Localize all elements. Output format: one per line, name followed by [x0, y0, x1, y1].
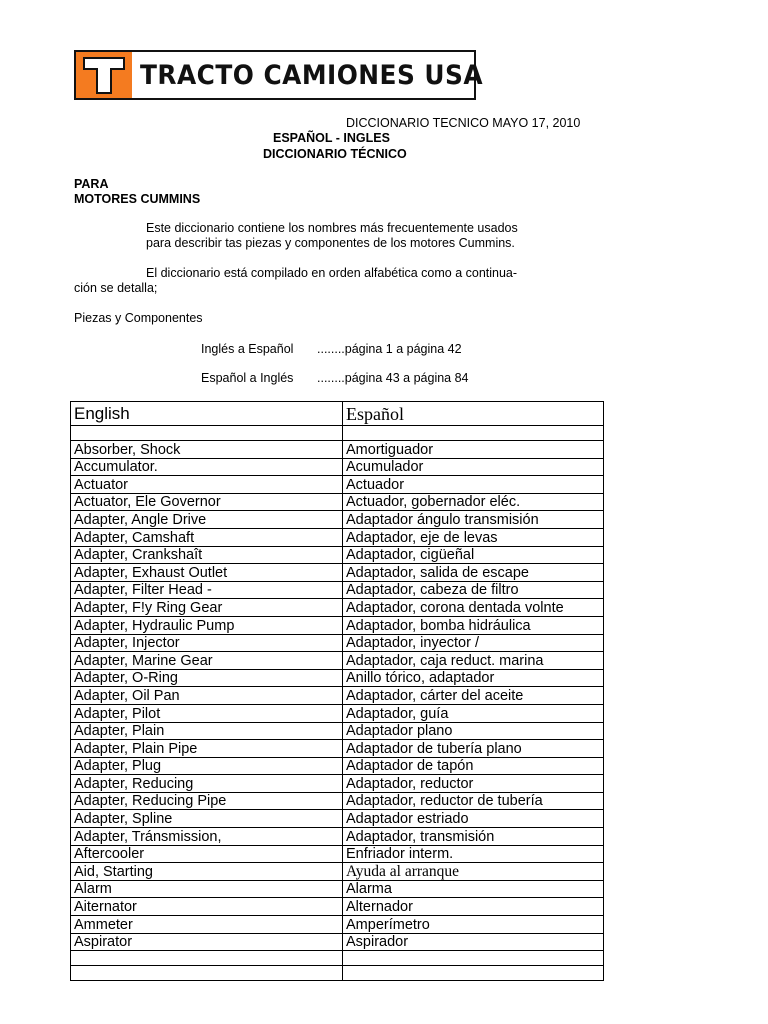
dictionary-table [70, 401, 604, 981]
table-blank-row [71, 951, 604, 966]
english-term: Adapter, Tránsmission, [71, 828, 343, 846]
table-row [71, 669, 604, 687]
english-term: Aspirator [71, 933, 343, 951]
table-row [71, 775, 604, 793]
table-row [71, 792, 604, 810]
logo-text: TRACTO CAMIONES USA [140, 59, 484, 91]
spanish-term: Actuador [343, 476, 604, 494]
english-term: Adapter, Oil Pan [71, 687, 343, 705]
table-row [71, 546, 604, 564]
english-term: Adapter, Angle Drive [71, 511, 343, 529]
language-pair-heading: ESPAÑOL - INGLES [273, 131, 390, 145]
spanish-term: Aspirador [343, 933, 604, 951]
spanish-term: Enfriador interm. [343, 845, 604, 863]
spanish-term: Adaptador, cárter del aceite [343, 687, 604, 705]
intro-paragraph-1b: para describir tas piezas y componentes de los motores Cummins. [146, 236, 515, 250]
table-row [71, 634, 604, 652]
table-row [71, 528, 604, 546]
spanish-term: Alarma [343, 880, 604, 898]
intro-paragraph-2b: ción se detalla; [74, 281, 158, 295]
english-term: Adapter, Camshaft [71, 528, 343, 546]
english-term: Actuator, Ele Governor [71, 493, 343, 511]
table-blank-row [71, 966, 604, 981]
spanish-term: Adaptador, corona dentada volnte [343, 599, 604, 617]
index-2-pages: ........página 43 a página 84 [317, 371, 469, 385]
spanish-term: Acumulador [343, 458, 604, 476]
english-term: Aftercooler [71, 845, 343, 863]
spanish-term: Adaptador, salida de escape [343, 564, 604, 582]
english-term: Accumulator. [71, 458, 343, 476]
document-title: DICCIONARIO TÉCNICO [263, 147, 407, 161]
spanish-term: Adaptador, reductor de tubería [343, 792, 604, 810]
english-term: Alarm [71, 880, 343, 898]
english-term: Adapter, Crankshaît [71, 546, 343, 564]
english-term: Aid, Starting [71, 863, 343, 881]
intro-paragraph-2a: El diccionario está compilado en orden alfabética como a continua- [146, 266, 518, 280]
spanish-term: Anillo tórico, adaptador [343, 669, 604, 687]
english-term: Adapter, F!y Ring Gear [71, 599, 343, 617]
spanish-term: Adaptador, cabeza de filtro [343, 581, 604, 599]
spanish-term: Adaptador ángulo transmisión [343, 511, 604, 529]
english-term: Adapter, Exhaust Outlet [71, 564, 343, 582]
spanish-term: Adaptador, eje de levas [343, 528, 604, 546]
english-term: Ammeter [71, 916, 343, 934]
spanish-term: Adaptador, guía [343, 704, 604, 722]
spanish-term: Adaptador, cigüeñal [343, 546, 604, 564]
column-header-english: English [71, 402, 343, 426]
english-term: Absorber, Shock [71, 441, 343, 459]
intro-paragraph-1a: Este diccionario contiene los nombres más frecuentemente usados [146, 221, 518, 235]
english-term: Adapter, Injector [71, 634, 343, 652]
table-row [71, 599, 604, 617]
spanish-term: Adaptador estriado [343, 810, 604, 828]
table-row [71, 740, 604, 758]
table-row [71, 476, 604, 494]
spanish-term: Adaptador, reductor [343, 775, 604, 793]
column-header-spanish: Español [343, 402, 604, 426]
spanish-term: Adaptador, bomba hidráulica [343, 616, 604, 634]
table-header-row [71, 402, 604, 426]
spanish-term: Ayuda al arranque [343, 863, 604, 881]
doc-date-line: DICCIONARIO TECNICO MAYO 17, 2010 [346, 116, 581, 130]
spanish-term: Alternador [343, 898, 604, 916]
table-row [71, 511, 604, 529]
english-term: Adapter, Reducing Pipe [71, 792, 343, 810]
spanish-term: Amortiguador [343, 441, 604, 459]
spanish-term: Adaptador, transmisión [343, 828, 604, 846]
english-term: Adapter, Plain [71, 722, 343, 740]
table-blank-row [71, 426, 604, 441]
table-row [71, 916, 604, 934]
english-term: Adapter, O-Ring [71, 669, 343, 687]
english-term: Adapter, Marine Gear [71, 652, 343, 670]
para-label: PARA [74, 177, 109, 191]
table-row [71, 652, 604, 670]
table-row [71, 757, 604, 775]
section-heading: Piezas y Componentes [74, 311, 203, 325]
table-row [71, 810, 604, 828]
spanish-term: Adaptador de tubería plano [343, 740, 604, 758]
table-row [71, 493, 604, 511]
table-row [71, 704, 604, 722]
table-row [71, 581, 604, 599]
company-logo [74, 50, 484, 100]
english-term: Adapter, Pilot [71, 704, 343, 722]
index-2-label: Español a Inglés [201, 371, 294, 385]
table-row [71, 722, 604, 740]
spanish-term: Amperímetro [343, 916, 604, 934]
index-1-pages: ........página 1 a página 42 [317, 342, 462, 356]
table-row [71, 933, 604, 951]
t-logo-icon [76, 52, 132, 98]
spanish-term: Adaptador, inyector / [343, 634, 604, 652]
english-term: Adapter, Filter Head - [71, 581, 343, 599]
english-term: Adapter, Plug [71, 757, 343, 775]
motores-label: MOTORES CUMMINS [74, 192, 201, 206]
table-row [71, 880, 604, 898]
english-term: Adapter, Hydraulic Pump [71, 616, 343, 634]
table-row [71, 845, 604, 863]
table-row [71, 564, 604, 582]
table-row [71, 458, 604, 476]
spanish-term: Adaptador plano [343, 722, 604, 740]
table-row [71, 687, 604, 705]
index-1-label: Inglés a Español [201, 342, 294, 356]
english-term: Adapter, Spline [71, 810, 343, 828]
spanish-term: Adaptador, caja reduct. marina [343, 652, 604, 670]
table-row [71, 828, 604, 846]
english-term: Adapter, Plain Pipe [71, 740, 343, 758]
table-row [71, 898, 604, 916]
spanish-term: Adaptador de tapón [343, 757, 604, 775]
table-row [71, 863, 604, 881]
english-term: Aiternator [71, 898, 343, 916]
spanish-term: Actuador, gobernador eléc. [343, 493, 604, 511]
english-term: Actuator [71, 476, 343, 494]
table-row [71, 616, 604, 634]
table-row [71, 441, 604, 459]
english-term: Adapter, Reducing [71, 775, 343, 793]
